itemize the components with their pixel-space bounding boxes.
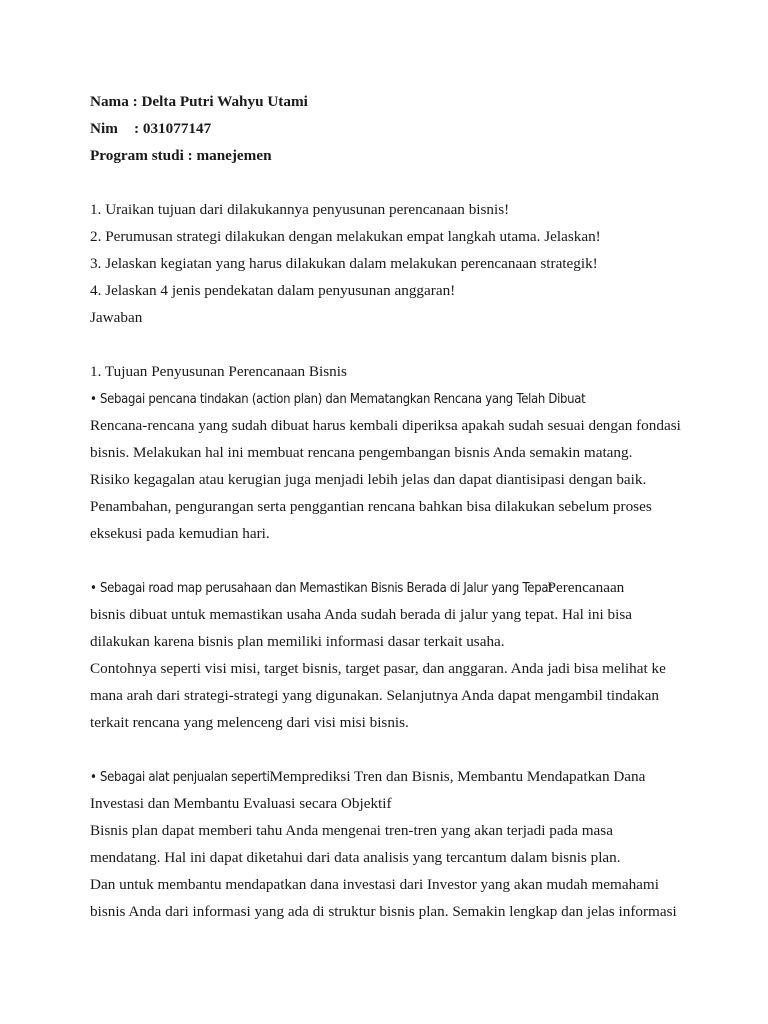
- section2-line: terkait rencana yang melenceng dari visi misi bisnis.: [90, 714, 409, 731]
- section3-line: Dan untuk membantu mendapatkan dana investasi dari Investor yang akan mudah memahami: [90, 876, 659, 893]
- answer-title: 1. Tujuan Penyusunan Perencanaan Bisnis: [90, 363, 347, 380]
- section2-line: mana arah dari strategi-strategi yang digunakan. Selanjutnya Anda dapat mengambil tindakan: [90, 687, 659, 704]
- question-1: 1. Uraikan tujuan dari dilakukannya penyusunan perencanaan bisnis!: [90, 201, 510, 218]
- section3-heading: [90, 763, 690, 790]
- section2-heading-text: • Sebagai road map perusahaan dan Memastikan Bisnis Berada di Jalur yang Tepat: [90, 580, 553, 596]
- section2-line: Contohnya seperti visi misi, target bisnis, target pasar, dan anggaran. Anda jadi bisa melihat ke: [90, 660, 666, 677]
- spacer: [90, 331, 690, 358]
- nim-value: : 031077147: [134, 120, 212, 137]
- section1-line: eksekusi pada kemudian hari.: [90, 525, 270, 542]
- section1-line: Penambahan, pengurangan serta penggantian rencana bahkan bisa dilakukan sebelum proses: [90, 498, 652, 515]
- section1-heading: [90, 385, 690, 412]
- nim-label: Nim: [90, 120, 118, 137]
- section1-heading-text: • Sebagai pencana tindakan (action plan) dan Mematangkan Rencana yang Telah Dibuat: [90, 391, 586, 407]
- section3-line: bisnis Anda dari informasi yang ada di struktur bisnis plan. Semakin lengkap dan jelas informasi: [90, 903, 677, 920]
- section2-heading-rest: Perencanaan: [543, 579, 625, 596]
- section3-line: Bisnis plan dapat memberi tahu Anda mengenai tren-tren yang akan terjadi pada masa: [90, 822, 613, 839]
- section1-line: Rencana-rencana yang sudah dibuat harus kembali diperiksa apakah sudah sesuai dengan fondasi: [90, 417, 681, 434]
- student-name: Nama : Delta Putri Wahyu Utami: [90, 93, 308, 110]
- section2-heading: [90, 574, 690, 601]
- question-4: 4. Jelaskan 4 jenis pendekatan dalam penyusunan anggaran!: [90, 282, 456, 299]
- study-program: Program studi : manejemen: [90, 147, 272, 164]
- spacer: [90, 547, 690, 574]
- student-nim: [90, 115, 690, 142]
- section1-line: bisnis. Melakukan hal ini membuat rencana pengembangan bisnis Anda semakin matang.: [90, 444, 633, 461]
- section3-heading-rest: Memprediksi Tren dan Bisnis, Membantu Mendapatkan Dana: [265, 768, 646, 785]
- spacer: [90, 736, 690, 763]
- section2-line: bisnis dibuat untuk memastikan usaha Anda sudah berada di jalur yang tepat. Hal ini bisa: [90, 606, 632, 623]
- section2-line: dilakukan karena bisnis plan memiliki informasi dasar terkait usaha.: [90, 633, 505, 650]
- section1-line: Risiko kegagalan atau kerugian juga menjadi lebih jelas dan dapat diantisipasi dengan baik.: [90, 471, 647, 488]
- question-2: 2. Perumusan strategi dilakukan dengan melakukan empat langkah utama. Jelaskan!: [90, 228, 601, 245]
- section3-line: Investasi dan Membantu Evaluasi secara Objektif: [90, 795, 392, 812]
- answer-label: Jawaban: [90, 309, 143, 326]
- section3-line: mendatang. Hal ini dapat diketahui dari data analisis yang tercantum dalam bisnis plan.: [90, 849, 621, 866]
- spacer: [90, 169, 690, 196]
- section3-heading-text: • Sebagai alat penjualan seperti: [90, 769, 270, 785]
- document-page: [90, 88, 690, 925]
- question-3: 3. Jelaskan kegiatan yang harus dilakukan dalam melakukan perencanaan strategik!: [90, 255, 598, 272]
